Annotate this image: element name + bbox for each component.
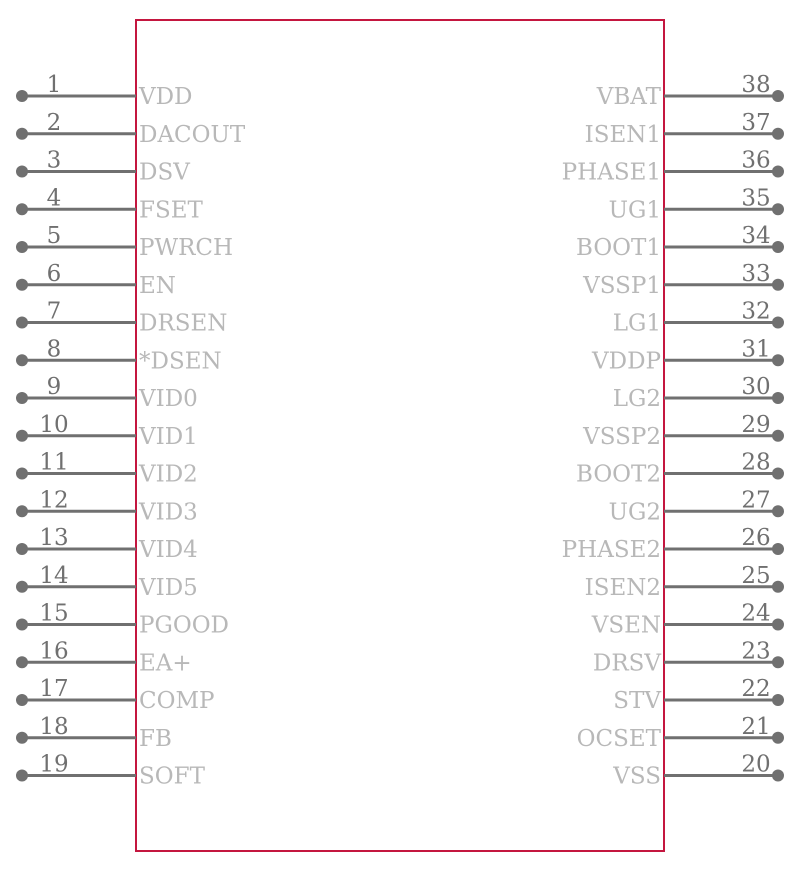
pin-terminal-dot [16,128,28,140]
pin-name: SOFT [139,763,205,790]
pin-34 [576,223,784,261]
pin-name: EN [139,272,176,299]
pin-number: 38 [741,72,771,98]
pin-number: 10 [39,411,69,438]
pin-number: 13 [39,525,69,551]
pin-name: *DSEN [139,348,222,375]
pin-number: 22 [741,676,771,702]
pin-terminal-dot [16,505,28,517]
pin-terminal-dot [16,279,28,291]
pin-22 [613,676,784,714]
pin-name: VID2 [139,461,198,488]
pin-terminal-dot [16,203,28,215]
right-pin-group [562,72,784,790]
pin-number: 28 [741,449,771,476]
pin-name: VSS [613,763,661,790]
pin-terminal-dot [772,317,784,329]
pin-name: DRSEN [139,310,228,337]
pin-number: 19 [39,751,69,778]
pin-19 [16,752,206,790]
pin-number: 2 [46,109,62,136]
pin-name: VID0 [139,386,198,412]
pin-terminal-dot [16,656,28,668]
pin-terminal-dot [772,770,784,782]
pin-31 [591,336,784,374]
pin-name: VDD [139,84,193,110]
pin-number: 11 [39,449,69,476]
pin-number: 30 [741,374,771,400]
pin-terminal-dot [772,90,784,102]
pin-11 [16,450,198,488]
pin-terminal-dot [16,90,28,102]
pin-9 [16,374,198,412]
pin-16 [16,638,192,676]
pin-name: COMP [139,688,215,714]
pin-terminal-dot [16,317,28,329]
pin-name: LG2 [612,386,661,412]
pin-terminal-dot [16,770,28,782]
pin-terminal-dot [16,468,28,480]
pin-number: 4 [46,185,62,212]
pin-terminal-dot [772,241,784,253]
pin-number: 29 [741,411,771,438]
pin-name: FSET [139,197,203,224]
pin-terminal-dot [772,694,784,706]
pin-2 [16,110,246,148]
pin-name: LG1 [612,310,661,337]
pin-name: EA+ [139,650,192,677]
pin-terminal-dot [772,619,784,631]
pin-number: 26 [741,525,771,551]
pin-terminal-dot [772,392,784,404]
pin-terminal-dot [772,656,784,668]
pin-terminal-dot [772,732,784,744]
pin-number: 27 [741,487,771,514]
pin-name: VID3 [139,499,198,526]
pin-32 [613,299,784,337]
pin-6 [16,261,176,299]
pin-number: 6 [46,260,62,287]
pin-name: DRSV [592,650,661,677]
pin-38 [596,72,784,110]
pin-18 [16,714,172,752]
pin-number: 1 [46,72,62,98]
pin-terminal-dot [16,581,28,593]
pin-21 [577,714,784,752]
pin-name: PHASE2 [561,537,661,563]
pin-name: VID5 [139,574,198,601]
pin-name: STV [613,688,661,714]
pin-name: VSSP2 [583,423,661,450]
pin-number: 15 [39,600,69,627]
pin-name: ISEN1 [584,121,661,148]
pin-terminal-dot [16,430,28,442]
pin-29 [582,412,784,450]
pin-28 [576,450,784,488]
pin-name: DACOUT [139,121,246,148]
pin-terminal-dot [16,354,28,366]
pin-24 [591,601,784,639]
pin-15 [16,601,229,639]
pin-number: 5 [46,223,62,249]
pin-12 [16,487,198,525]
pin-name: OCSET [576,725,661,752]
pin-13 [16,525,198,563]
pin-name: DSV [139,159,190,186]
pin-17 [16,676,214,714]
pin-terminal-dot [16,732,28,744]
pin-35 [609,185,784,223]
pin-number: 34 [741,223,771,249]
pin-name: UG2 [608,499,661,526]
pin-name: BOOT2 [575,461,661,488]
pin-number: 35 [741,185,771,212]
pin-number: 7 [46,298,62,325]
pin-number: 33 [741,260,771,287]
pin-14 [16,563,198,601]
pin-terminal-dot [16,543,28,555]
pin-name: VBAT [596,84,661,110]
pin-8 [16,336,222,374]
pin-30 [613,374,784,412]
pin-terminal-dot [772,468,784,480]
pin-number: 14 [39,562,69,589]
pin-number: 20 [741,751,771,778]
pin-name: BOOT1 [575,235,661,261]
pin-terminal-dot [772,128,784,140]
pin-number: 17 [39,676,69,702]
pin-name: PGOOD [139,612,230,639]
pin-7 [16,299,227,337]
pin-name: UG1 [608,197,661,224]
pin-terminal-dot [16,241,28,253]
pin-terminal-dot [772,543,784,555]
pin-23 [593,638,784,676]
pin-terminal-dot [772,581,784,593]
pin-20 [612,752,784,790]
pin-terminal-dot [16,694,28,706]
pin-name: VDDP [592,348,661,375]
pin-number: 36 [741,147,771,174]
left-pin-group [16,72,246,790]
pin-number: 16 [39,638,69,665]
pin-name: VID1 [139,423,198,450]
pin-number: 25 [741,562,771,589]
pin-name: VSEN [591,612,661,639]
pin-terminal-dot [772,166,784,178]
pin-number: 3 [46,147,62,174]
pin-36 [562,148,784,186]
pin-terminal-dot [16,619,28,631]
pin-number: 23 [741,638,771,665]
pin-4 [16,185,204,223]
pin-1 [16,72,193,110]
pin-37 [585,110,784,148]
pin-number: 21 [741,713,771,740]
pin-terminal-dot [772,505,784,517]
pin-number: 18 [39,713,69,740]
pin-name: PWRCH [139,235,234,261]
pin-terminal-dot [772,430,784,442]
pin-terminal-dot [772,354,784,366]
pin-number: 8 [46,336,62,363]
pin-26 [562,525,784,563]
pin-number: 37 [741,109,771,136]
pin-name: PHASE1 [561,159,661,186]
pin-33 [582,261,784,299]
pin-3 [16,148,190,186]
pin-terminal-dot [772,279,784,291]
pin-number: 31 [741,336,771,363]
pin-name: FB [139,725,172,752]
pin-number: 32 [741,298,771,325]
pin-name: VSSP1 [583,272,661,299]
pin-terminal-dot [772,203,784,215]
pin-10 [16,412,198,450]
pin-name: ISEN2 [584,574,661,601]
pin-number: 9 [46,374,62,400]
pin-25 [585,563,784,601]
pin-5 [16,223,233,261]
pin-terminal-dot [16,166,28,178]
pin-27 [609,487,784,525]
pin-number: 12 [39,487,69,514]
pin-number: 24 [741,600,771,627]
pin-name: VID4 [139,537,198,563]
pin-terminal-dot [16,392,28,404]
